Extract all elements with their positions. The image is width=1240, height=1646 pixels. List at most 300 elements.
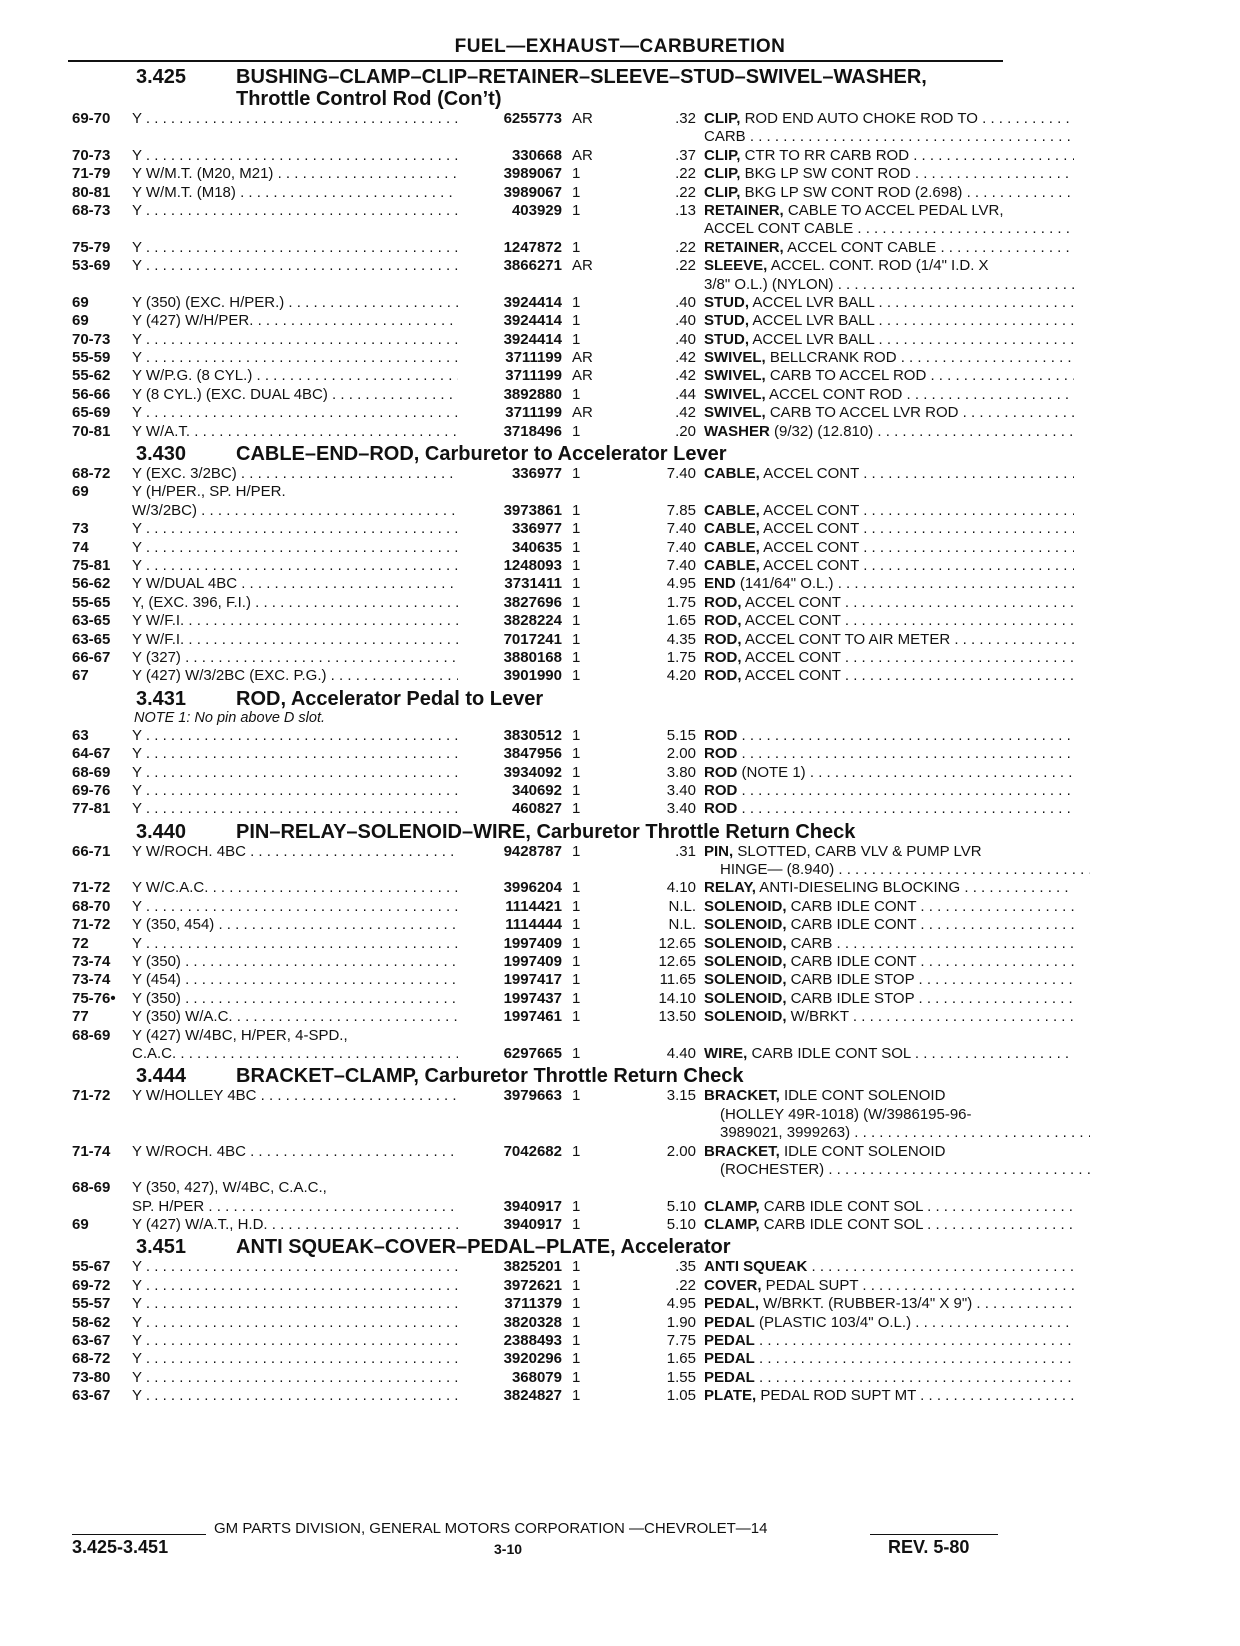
description-text: CABLE TO ACCEL PEDAL LVR, — [783, 201, 1004, 219]
part-row — [68, 990, 1008, 1008]
application: Y (350) W/A.C. . . . — [132, 1008, 458, 1026]
description — [704, 782, 1074, 800]
quantity: 1 — [572, 953, 581, 971]
price: 12.65 — [658, 953, 696, 971]
part-row — [68, 745, 1008, 763]
price: 4.95 — [666, 1295, 696, 1313]
quantity: 1 — [572, 556, 581, 574]
price: 1.90 — [666, 1313, 696, 1331]
price: 5.10 — [666, 1216, 696, 1234]
description-text: 3989021, 3999263) — [720, 1124, 851, 1142]
quantity: 1 — [572, 726, 581, 744]
part-row — [68, 1369, 1008, 1387]
application: Y . . . — [132, 1258, 458, 1276]
price: 1.55 — [666, 1368, 696, 1386]
description — [704, 1369, 1074, 1387]
description-text: CARB IDLE CONT SOL — [759, 1197, 923, 1215]
description — [704, 1143, 1074, 1161]
price: .22 — [675, 238, 696, 256]
description-text: 3/8" O.L.) (NYLON) — [704, 275, 834, 293]
part-number: 1997409 — [503, 953, 562, 971]
quantity: 1 — [572, 422, 581, 440]
price: 4.40 — [666, 1044, 696, 1062]
description-text: CARB IDLE CONT — [786, 916, 917, 934]
description-keyword: WASHER — [704, 422, 770, 440]
description — [704, 147, 1074, 165]
quantity: 1 — [572, 667, 581, 685]
part-row — [68, 483, 1008, 501]
description — [704, 898, 1074, 916]
application: Y . . . — [132, 1369, 458, 1387]
price: .42 — [675, 367, 696, 385]
part-row — [68, 294, 1008, 312]
price: .37 — [675, 146, 696, 164]
quantity: 1 — [572, 1142, 581, 1160]
description — [704, 1045, 1074, 1063]
description — [704, 1295, 1074, 1313]
description-text: ACCEL CONT — [741, 612, 841, 630]
model-years: 55-65 — [72, 593, 111, 611]
price: .22 — [675, 257, 696, 275]
description-keyword: RETAINER, — [704, 201, 784, 219]
footer-publisher: GM PARTS DIVISION, GENERAL MOTORS CORPORATION —CHEVROLET—14 — [214, 1520, 768, 1537]
model-years: 58-62 — [72, 1313, 111, 1331]
description-keyword: WIRE, — [704, 1044, 748, 1062]
part-row — [68, 879, 1008, 897]
description — [704, 879, 1074, 897]
description-keyword: PEDAL — [704, 1350, 755, 1368]
description-keyword: ROD, — [704, 648, 742, 666]
price: 2.00 — [666, 745, 696, 763]
application: Y . . . — [132, 557, 458, 575]
part-number: 460827 — [511, 800, 562, 818]
description — [704, 257, 1074, 275]
part-row — [68, 1087, 1008, 1105]
part-row — [68, 764, 1008, 782]
description — [704, 649, 1074, 667]
application: Y . . . — [132, 800, 458, 818]
description-keyword: CLIP, — [704, 146, 741, 164]
description-text: ACCEL CONT — [741, 667, 841, 685]
model-years: 55-67 — [72, 1258, 111, 1276]
part-row — [68, 843, 1008, 861]
part-row — [68, 184, 1008, 202]
description-text: CARB IDLE STOP — [786, 971, 915, 989]
section-number: 3.431 — [136, 687, 187, 710]
section-subtitle: Throttle Control Rod (Con’t) — [236, 88, 502, 110]
part-number: 6255773 — [503, 110, 562, 127]
application: Y . . . — [132, 202, 458, 220]
section-number: 3.440 — [136, 820, 187, 843]
part-row — [68, 1198, 1008, 1216]
price: 3.40 — [666, 800, 696, 818]
description-keyword: END — [704, 575, 736, 593]
model-years: 71-72 — [72, 879, 111, 897]
description — [704, 843, 1074, 861]
model-years: 55-57 — [72, 1295, 111, 1313]
description — [704, 1314, 1074, 1332]
quantity: 1 — [572, 1350, 581, 1368]
description — [704, 916, 1074, 934]
description-text: CARB IDLE CONT — [786, 953, 917, 971]
description — [704, 594, 1074, 612]
part-number: 3824827 — [503, 1387, 562, 1405]
quantity: 1 — [572, 1387, 581, 1405]
description — [704, 1350, 1074, 1368]
price: .44 — [675, 385, 696, 403]
model-years: 75-81 — [72, 556, 111, 574]
description-text: HINGE— (8.940) — [720, 861, 835, 879]
application: Y W/C.A.C. . . . — [132, 879, 458, 897]
quantity: AR — [572, 110, 593, 127]
part-row — [68, 1314, 1008, 1332]
part-row — [68, 782, 1008, 800]
part-row — [68, 1161, 1008, 1179]
description-text: IDLE CONT SOLENOID — [779, 1142, 946, 1160]
description — [704, 404, 1074, 422]
application: C.A.C. . . . — [132, 1045, 458, 1063]
model-years: 55-62 — [72, 367, 111, 385]
part-row — [68, 539, 1008, 557]
description — [704, 520, 1074, 538]
application: Y . . . — [132, 520, 458, 538]
model-years: 55-59 — [72, 349, 111, 367]
model-years: 68-72 — [72, 1350, 111, 1368]
quantity: 1 — [572, 897, 581, 915]
part-row — [68, 1008, 1008, 1026]
model-years: 67 — [72, 667, 89, 685]
part-number: 3989067 — [503, 165, 562, 183]
part-number: 3711199 — [505, 349, 562, 367]
price: 1.65 — [666, 612, 696, 630]
description-text: CARB — [786, 934, 833, 952]
part-row — [68, 1387, 1008, 1405]
section-heading — [68, 821, 1008, 843]
description-keyword: CLIP, — [704, 165, 741, 183]
description-keyword: SWIVEL, — [704, 367, 766, 385]
description-text: BELLCRANK ROD — [765, 349, 897, 367]
part-row — [68, 1179, 1008, 1197]
quantity: 1 — [572, 1258, 581, 1276]
description — [704, 935, 1074, 953]
model-years: 56-62 — [72, 575, 111, 593]
model-years: 69-70 — [72, 110, 111, 127]
quantity: 1 — [572, 238, 581, 256]
description-keyword: SOLENOID, — [704, 897, 787, 915]
application: Y (H/PER., SP. H/PER. — [132, 483, 286, 501]
description-keyword: ROD — [704, 726, 738, 744]
model-years: 63-67 — [72, 1332, 111, 1350]
quantity: 1 — [572, 593, 581, 611]
description-keyword: CABLE, — [704, 520, 760, 538]
description — [704, 1332, 1074, 1350]
part-row — [68, 1045, 1008, 1063]
part-row — [68, 800, 1008, 818]
price: .22 — [675, 1276, 696, 1294]
part-row — [68, 312, 1008, 330]
application: Y (350) (EXC. H/PER.) . . . — [132, 294, 458, 312]
quantity: 1 — [572, 575, 581, 593]
description — [704, 202, 1074, 220]
model-years: 80-81 — [72, 183, 111, 201]
application: Y W/ROCH. 4BC . . . — [132, 843, 458, 861]
model-years: 73 — [72, 520, 89, 538]
part-number: 3924414 — [503, 293, 562, 311]
description-text: ACCEL CONT ROD — [765, 385, 903, 403]
application: Y . . . — [132, 782, 458, 800]
description-keyword: CLIP, — [704, 110, 741, 127]
description — [704, 990, 1074, 1008]
part-number: 3989067 — [503, 183, 562, 201]
quantity: 1 — [572, 745, 581, 763]
description — [704, 800, 1074, 818]
description-text: ANTI-DIESELING BLOCKING — [755, 879, 961, 897]
description — [720, 861, 1090, 879]
section-title: ANTI SQUEAK–COVER–PEDAL–PLATE, Accelerator — [236, 1236, 731, 1259]
description-keyword: SOLENOID, — [704, 989, 787, 1007]
application: Y . . . — [132, 1350, 458, 1368]
application: Y . . . — [132, 404, 458, 422]
part-number: 3934092 — [503, 763, 562, 781]
quantity: 1 — [572, 520, 581, 538]
part-number: 336977 — [511, 520, 562, 538]
application: Y . . . — [132, 898, 458, 916]
application: W/3/2BC) . . . — [132, 502, 458, 520]
model-years: 73-74 — [72, 953, 111, 971]
part-number: 336977 — [511, 465, 562, 483]
description-text: BKG LP SW CONT ROD (2.698) — [740, 183, 963, 201]
description-text: (9/32) (12.810) — [769, 422, 874, 440]
description — [704, 367, 1074, 385]
model-years: 70-81 — [72, 422, 111, 440]
model-years: 77-81 — [72, 800, 111, 818]
description-keyword: ROD — [704, 763, 738, 781]
description-keyword: RELAY, — [704, 879, 756, 897]
model-years: 69 — [72, 312, 89, 330]
application: Y . . . — [132, 331, 458, 349]
part-row — [68, 276, 1008, 294]
description-keyword: ROD, — [704, 630, 742, 648]
part-row — [68, 1295, 1008, 1313]
price: 1.65 — [666, 1350, 696, 1368]
price: .42 — [675, 404, 696, 422]
quantity: 1 — [572, 879, 581, 897]
quantity: 1 — [572, 183, 581, 201]
part-number: 3972621 — [503, 1276, 562, 1294]
description-keyword: BRACKET, — [704, 1142, 780, 1160]
description — [704, 557, 1074, 575]
model-years: 69 — [72, 1216, 89, 1234]
application: Y (8 CYL.) (EXC. DUAL 4BC) . . . — [132, 386, 458, 404]
quantity: 1 — [572, 1008, 581, 1026]
price: 7.75 — [666, 1332, 696, 1350]
part-number: 3920296 — [503, 1350, 562, 1368]
application: Y . . . — [132, 1314, 458, 1332]
description-keyword: SLEEVE, — [704, 257, 768, 275]
application: Y (454) . . . — [132, 971, 458, 989]
description-keyword: ROD, — [704, 593, 742, 611]
description-text: (NOTE 1) — [737, 763, 806, 781]
part-row — [68, 110, 1008, 128]
part-number: 3866271 — [503, 257, 562, 275]
description-keyword: SOLENOID, — [704, 953, 787, 971]
quantity: 1 — [572, 293, 581, 311]
description — [704, 1277, 1074, 1295]
description — [704, 575, 1074, 593]
quantity: 1 — [572, 648, 581, 666]
description — [704, 667, 1074, 685]
quantity: 1 — [572, 971, 581, 989]
application: Y W/HOLLEY 4BC . . . — [132, 1087, 458, 1105]
part-row — [68, 727, 1008, 745]
quantity: 1 — [572, 538, 581, 556]
part-row — [68, 649, 1008, 667]
price: 4.95 — [666, 575, 696, 593]
price: .22 — [675, 165, 696, 183]
quantity: AR — [572, 146, 593, 164]
quantity: 1 — [572, 385, 581, 403]
part-number: 3940917 — [503, 1197, 562, 1215]
model-years: 66-67 — [72, 648, 111, 666]
description — [704, 165, 1074, 183]
model-years: 65-69 — [72, 404, 111, 422]
application: Y (350) . . . — [132, 990, 458, 1008]
model-years: 72 — [72, 934, 89, 952]
quantity: 1 — [572, 165, 581, 183]
description-text: CARB — [704, 128, 746, 146]
section-number: 3.425 — [136, 66, 187, 88]
model-years: 69-72 — [72, 1276, 111, 1294]
part-row — [68, 1124, 1008, 1142]
description-keyword: PLATE, — [704, 1387, 757, 1405]
part-row — [68, 220, 1008, 238]
quantity: 1 — [572, 842, 581, 860]
description — [704, 294, 1074, 312]
quantity: 1 — [572, 800, 581, 818]
description-text: CARB IDLE STOP — [786, 989, 915, 1007]
part-row — [68, 239, 1008, 257]
quantity: 1 — [572, 934, 581, 952]
title-rule — [68, 60, 1003, 62]
price: 4.10 — [666, 879, 696, 897]
description-text: SLOTTED, CARB VLV & PUMP LVR — [733, 842, 982, 860]
application: Y . . . — [132, 764, 458, 782]
price: 1.75 — [666, 648, 696, 666]
model-years: 53-69 — [72, 257, 111, 275]
part-number: 1997437 — [503, 989, 562, 1007]
quantity: AR — [572, 367, 593, 385]
description-keyword: SOLENOID, — [704, 934, 787, 952]
description — [720, 1106, 1090, 1124]
quantity: 1 — [572, 1332, 581, 1350]
quantity: 1 — [572, 916, 581, 934]
application: Y (427) W/4BC, H/PER, 4-SPD., — [132, 1026, 348, 1044]
model-years: 63-65 — [72, 612, 111, 630]
description-keyword: CLAMP, — [704, 1216, 760, 1234]
application: Y . . . — [132, 1387, 458, 1405]
quantity: AR — [572, 404, 593, 422]
page-title: FUEL—EXHAUST—CARBURETION — [454, 36, 786, 57]
part-number: 3711199 — [505, 367, 562, 385]
description-text: PEDAL ROD SUPT MT — [756, 1387, 916, 1405]
part-number: 3828224 — [503, 612, 562, 630]
model-years: 63-65 — [72, 630, 111, 648]
part-number: 330668 — [511, 146, 562, 164]
description-text: CTR TO RR CARB ROD — [740, 146, 910, 164]
part-number: 3924414 — [503, 330, 562, 348]
part-row — [68, 935, 1008, 953]
section-title: ROD, Accelerator Pedal to Lever — [236, 687, 544, 710]
description — [704, 1258, 1074, 1276]
description-text: ACCEL LVR BALL — [749, 312, 875, 330]
price: 7.40 — [666, 520, 696, 538]
model-years: 68-73 — [72, 201, 111, 219]
part-row — [68, 367, 1008, 385]
application: Y (350, 454) . . . — [132, 916, 458, 934]
part-number: 3711199 — [505, 404, 562, 422]
description-keyword: ROD — [704, 800, 738, 818]
part-number: 3880168 — [503, 648, 562, 666]
description — [704, 386, 1074, 404]
description-text: ACCEL CONT — [741, 648, 841, 666]
quantity: 1 — [572, 1295, 581, 1313]
part-number: 1114421 — [505, 897, 562, 915]
section-title: PIN–RELAY–SOLENOID–WIRE, Carburetor Throttle Return Check — [236, 820, 856, 843]
description-keyword: SOLENOID, — [704, 916, 787, 934]
description — [704, 110, 1074, 128]
price: 2.00 — [666, 1142, 696, 1160]
description — [704, 1198, 1074, 1216]
application: Y . . . — [132, 1295, 458, 1313]
description — [704, 1008, 1074, 1026]
part-row — [68, 147, 1008, 165]
description — [704, 1387, 1074, 1405]
quantity: 1 — [572, 201, 581, 219]
description — [704, 239, 1074, 257]
part-row — [68, 916, 1008, 934]
part-number: 3847956 — [503, 745, 562, 763]
price: .13 — [675, 201, 696, 219]
description — [704, 539, 1074, 557]
price: .40 — [675, 293, 696, 311]
section-title: BUSHING–CLAMP–CLIP–RETAINER–SLEEVE–STUD–SWIVEL–WASHER, — [236, 66, 927, 88]
description-text: CARB IDLE CONT SOL — [747, 1044, 911, 1062]
part-number: 7017241 — [503, 630, 562, 648]
part-row — [68, 898, 1008, 916]
model-years: 77 — [72, 1008, 89, 1026]
model-years: 68-69 — [72, 1179, 111, 1197]
price: 11.65 — [659, 971, 696, 989]
price: .31 — [675, 842, 696, 860]
price: .35 — [675, 1258, 696, 1276]
description — [704, 953, 1074, 971]
part-row — [68, 404, 1008, 422]
description-text: ACCEL CONT — [759, 520, 860, 538]
footer-revision: REV. 5-80 — [888, 1537, 970, 1557]
description-keyword: SOLENOID, — [704, 971, 787, 989]
model-years: 75-79 — [72, 238, 111, 256]
footer-section-range: 3.425-3.451 — [72, 1537, 169, 1557]
description-keyword: CABLE, — [704, 556, 760, 574]
description-text: (PLASTIC 103/4" O.L.) — [754, 1313, 912, 1331]
part-number: 3979663 — [503, 1087, 562, 1105]
part-number: 1114444 — [505, 916, 562, 934]
model-years: 68-69 — [72, 763, 111, 781]
description-text: ACCEL CONT CABLE — [704, 220, 854, 238]
model-years: 74 — [72, 538, 89, 556]
price: 7.40 — [666, 538, 696, 556]
part-row — [68, 1332, 1008, 1350]
